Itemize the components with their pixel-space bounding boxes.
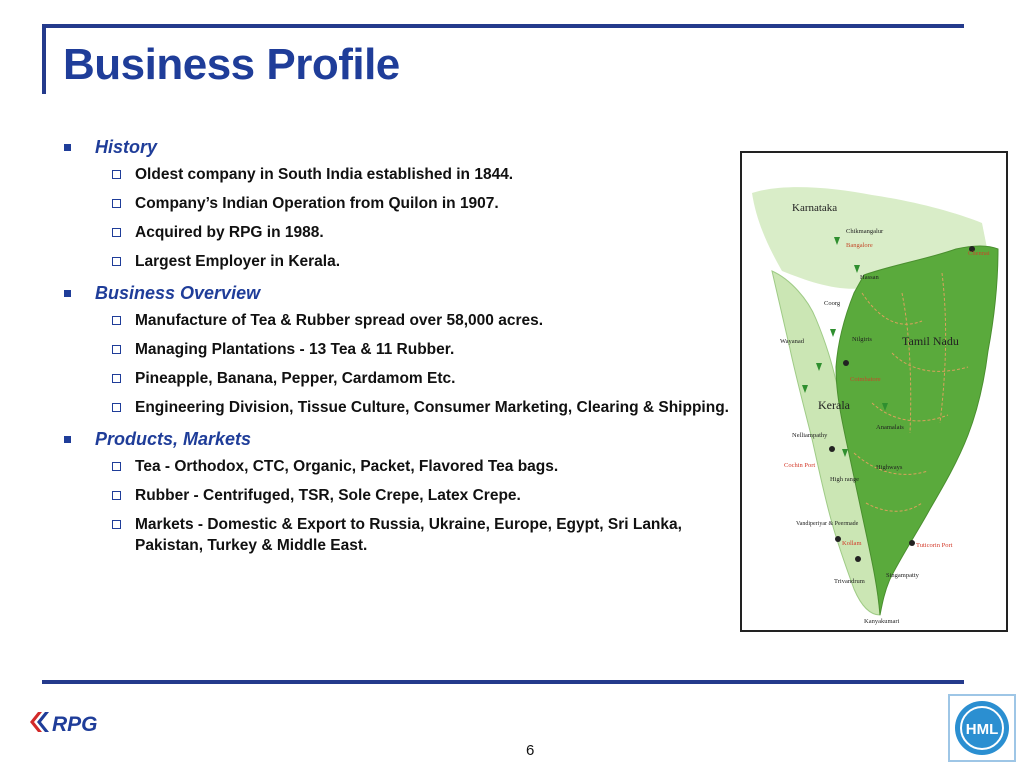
map-label-kerala: Kerala [818,398,850,412]
map-label-coorg: Coorg [824,300,841,307]
box-bullet-icon [112,374,121,383]
map-label-tuticorin-port: Tuticorin Port [916,542,953,549]
list-item-text: Engineering Division, Tissue Culture, Consumer Marketing, Clearing & Shipping. [135,399,729,416]
section-heading: Business Overview [95,282,261,303]
map-label-nilgiris: Nilgiris [852,336,872,343]
map-label-cochin-port: Cochin Port [784,462,816,469]
map-label-chikmangalur: Chikmangalur [846,228,884,235]
rpg-chevron-icon [30,712,49,732]
list-item [112,222,742,243]
rpg-logo-text: RPG [52,713,98,736]
hml-logo [948,694,1016,762]
list-item [112,514,742,556]
list-item [112,164,742,185]
map-label-trivandrum: Trivandrum [834,578,865,585]
section-items [62,310,742,418]
list-item [112,368,742,389]
map-label-hassan: Hassan [860,274,879,281]
list-item [112,485,742,506]
map-label-karnataka: Karnataka [792,202,838,214]
box-bullet-icon [112,316,121,325]
section-products-markets [62,426,742,556]
section-heading-row [62,426,742,452]
list-item-text: Largest Employer in Kerala. [135,253,341,270]
map-label-wayanad: Wayanad [780,338,805,345]
footer-divider [42,680,964,684]
box-bullet-icon [112,228,121,237]
section-items [62,164,742,272]
list-item-text: Rubber - Centrifuged, TSR, Sole Crepe, Latex Crepe. [135,487,521,504]
list-item-text: Oldest company in South India established in 1844. [135,166,514,183]
list-item-text: Company’s Indian Operation from Quilon in 1907. [135,195,499,212]
section-history [62,134,742,272]
list-item-text: Managing Plantations - 13 Tea & 11 Rubber. [135,341,455,358]
rpg-logo-svg [28,706,108,738]
map-label-bangalore: Bangalore [846,242,873,249]
list-item [112,339,742,360]
map-label-tamil-nadu: Tamil Nadu [902,334,959,348]
section-heading: History [95,136,158,157]
title-frame-vertical-line [42,24,46,94]
list-item [112,310,742,331]
bullet-content [62,134,742,564]
box-bullet-icon [112,345,121,354]
section-business-overview [62,280,742,418]
map-label-chennai: Chennai [968,250,990,257]
page-number: 6 [526,742,535,759]
list-item [112,251,742,272]
hml-logo-svg [950,696,1014,760]
section-heading: Products, Markets [95,428,252,449]
list-item [112,193,742,214]
box-bullet-icon [112,257,121,266]
box-bullet-icon [112,403,121,412]
map-label-kollam: Kollam [842,540,862,547]
map-label-anamalais: Anamalais [876,424,904,431]
title-frame-horizontal-line [42,24,964,28]
map-label-vandiperiyar: Vandiperiyar & Peermade [796,521,859,527]
map-label-coimbatore: Coimbatore [850,376,881,383]
section-heading-row [62,134,742,160]
square-bullet-icon [64,290,71,297]
box-bullet-icon [112,491,121,500]
list-item [112,397,742,418]
map-label-highways: Highways [876,464,903,471]
box-bullet-icon [112,170,121,179]
map-label-high-range: High range [830,476,860,483]
list-item-text: Markets - Domestic & Export to Russia, Ukraine, Europe, Egypt, Sri Lanka, Pakistan, Turkey & Middle East. [135,516,682,554]
list-item-text: Acquired by RPG in 1988. [135,224,324,241]
map-label-nelliampathy: Nelliampathy [792,432,828,439]
rpg-logo [28,706,108,743]
section-heading-row [62,280,742,306]
box-bullet-icon [112,199,121,208]
south-india-map [740,151,1008,632]
slide-title: Business Profile [63,40,400,89]
hml-logo-text: HML [965,721,999,738]
list-item-text: Tea - Orthodox, CTC, Organic, Packet, Flavored Tea bags. [135,458,559,475]
square-bullet-icon [64,144,71,151]
map-label-kanyakumari: Kanyakumari [864,618,900,625]
map-svg [742,153,1006,630]
map-label-singampatty: Singampatty [886,572,919,579]
section-items [62,456,742,556]
square-bullet-icon [64,436,71,443]
box-bullet-icon [112,462,121,471]
box-bullet-icon [112,520,121,529]
list-item-text: Pineapple, Banana, Pepper, Cardamom Etc. [135,370,456,387]
list-item [112,456,742,477]
list-item-text: Manufacture of Tea & Rubber spread over 58,000 acres. [135,312,544,329]
